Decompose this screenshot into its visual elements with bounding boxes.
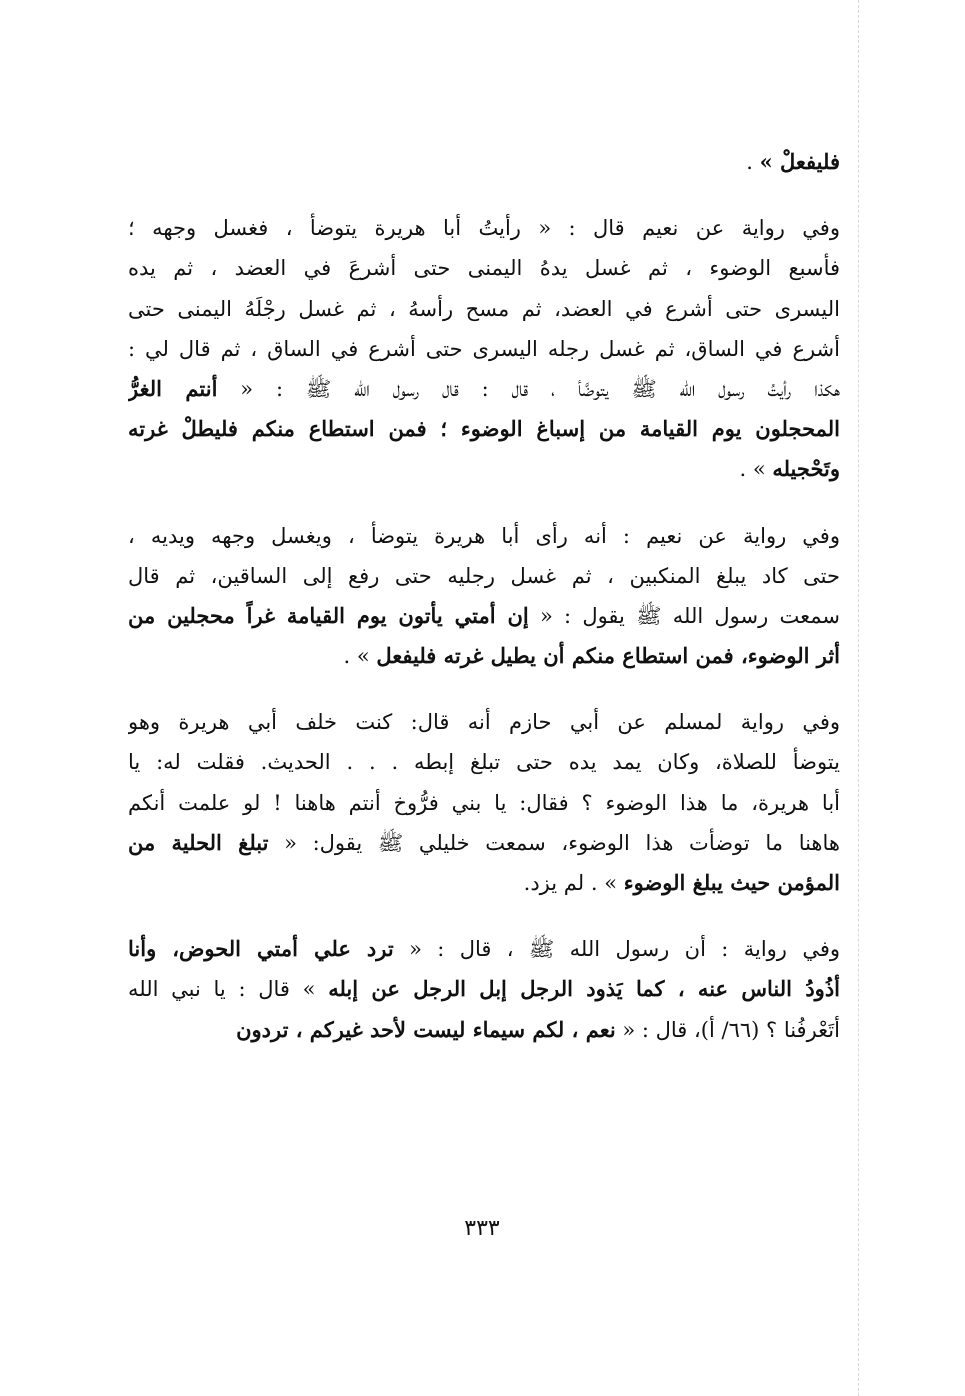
paragraph xyxy=(128,142,840,182)
text-segment: » قال : يا نبي الله xyxy=(128,977,329,1002)
text-segment: وفي رواية عن نعيم قال : « رأيتُ أبا هريرة يتوضأ ، فغسل وجهه ؛ xyxy=(128,216,840,241)
text-line xyxy=(128,863,840,903)
text-line xyxy=(128,248,840,288)
text-segment: حتى كاد يبلغ المنكبين ، ثم غسل رجليه حتى رفع إلى الساقين، ثم قال xyxy=(128,563,840,588)
hadith-quote-segment: ترد علي أمتي الحوض، وأنا xyxy=(128,936,394,962)
text-line xyxy=(128,702,840,742)
text-segment: » . xyxy=(343,644,377,669)
text-line xyxy=(128,596,840,636)
text-line xyxy=(128,742,840,782)
text-line xyxy=(128,208,840,248)
text-segment: وفي رواية لمسلم عن أبي حازم أنه قال: كنت خلف أبي هريرة وهو xyxy=(128,710,840,735)
text-line xyxy=(128,449,840,489)
hadith-quote-segment: إن أمتي يأتون يوم القيامة غراً محجلين من xyxy=(128,602,529,628)
text-segment: سمعت رسول الله ﷺ يقول : « xyxy=(528,603,840,628)
text-line xyxy=(128,636,840,676)
text-line xyxy=(128,969,840,1009)
text-segment: اليسرى حتى أشرع في العضد، ثم مسح رأسهُ ، ثم غسل رجْلَهُ اليمنى حتى xyxy=(128,296,840,321)
text-segment: » . لم يزد. xyxy=(523,871,624,895)
text-segment: أشرع في الساق، ثم غسل رجله اليسرى حتى أشرع في الساق ، ثم قال لي : xyxy=(128,336,840,361)
paragraph xyxy=(128,516,840,677)
text-line xyxy=(128,823,840,863)
text-segment: هكذا رأيتُ رسول الله ﷺ يتوضَّأ ، قال : قال رسول الله ﷺ : « xyxy=(217,376,840,401)
hadith-quote-segment: المحجلون يوم القيامة من إسباغ الوضوء ؛ فمن استطاع منكم فليطلْ غرته xyxy=(128,416,840,442)
text-line xyxy=(128,369,840,409)
text-line xyxy=(128,409,840,449)
paragraph xyxy=(128,929,840,1050)
text-line xyxy=(128,783,840,823)
text-segment: هاهنا ما توضأت هذا الوضوء، سمعت خليلي ﷺ يقول: « xyxy=(268,830,840,855)
hadith-quote-segment: تبلغ الحلية من xyxy=(128,829,269,855)
text-segment: يتوضأ للصلاة، وكان يمد يده حتى تبلغ إبطه . . . الحديث. فقلت له: يا xyxy=(128,750,840,775)
text-segment: » . xyxy=(739,457,773,482)
text-line xyxy=(128,516,840,556)
gutter-line xyxy=(858,0,859,1396)
text-line xyxy=(128,1010,840,1050)
hadith-quote-segment: أذُودُ الناس عنه ، كما يَذود الرجل إبل الرجل عن إبله xyxy=(328,976,840,1002)
hadith-quote-segment: نعم ، لكم سيماء ليست لأحد غيركم ، تردون xyxy=(236,1016,616,1042)
text-segment: أتَعْرفُنا ؟ (٦٦/ أ)، قال : « xyxy=(615,1017,840,1042)
text-line xyxy=(128,289,840,329)
text-line xyxy=(128,556,840,596)
paragraph xyxy=(128,702,840,903)
hadith-quote-segment: فليفعلْ » xyxy=(759,149,840,174)
text-segment: وفي رواية عن نعيم : أنه رأى أبا هريرة يتوضأ ، ويغسل وجهه ويديه ، xyxy=(128,523,840,548)
paragraph xyxy=(128,208,840,489)
text-segment: . xyxy=(746,150,760,174)
hadith-quote-segment: المؤمن حيث يبلغ الوضوء xyxy=(623,870,840,895)
text-line xyxy=(128,929,840,969)
text-segment: أبا هريرة، ما هذا الوضوء ؟ فقال: يا بني فرُّوخ أنتم هاهنا ! لو علمت أنكم xyxy=(128,790,840,815)
hadith-quote-segment: أثر الوضوء، فمن استطاع منكم أن يطيل غرته فليفعل xyxy=(376,643,840,669)
main-text xyxy=(128,142,840,1050)
text-segment: وفي رواية : أن رسول الله ﷺ ، قال : « xyxy=(393,937,840,962)
hadith-quote-segment: أنتم الغرُّ xyxy=(128,375,218,401)
text-line xyxy=(128,329,840,369)
page-number: ٣٣٣ xyxy=(464,1216,500,1241)
hadith-quote-segment: وتَحْجيله xyxy=(772,456,840,482)
text-line xyxy=(128,142,840,182)
text-segment: فأسبع الوضوء ، ثم غسل يدهُ اليمنى حتى أشرعَ في العضد ، ثم يده xyxy=(128,256,840,281)
